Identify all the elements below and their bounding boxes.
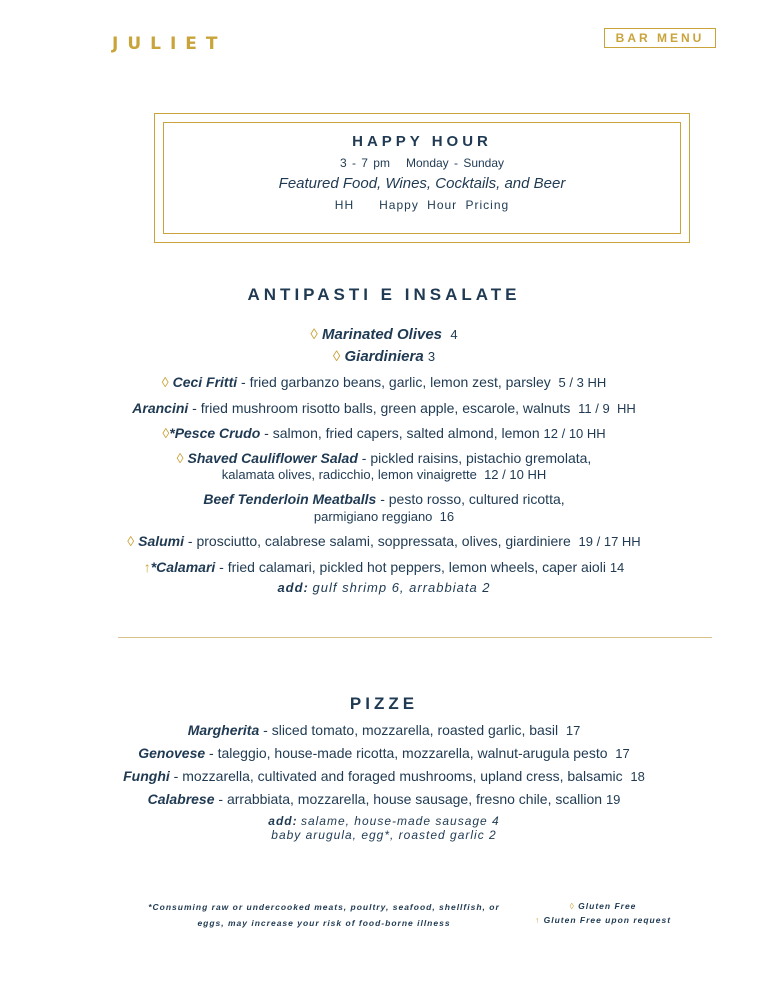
add-label: add:: [277, 580, 309, 595]
item-description: - mozzarella, cultivated and foraged mushrooms, upland cress, balsamic: [169, 768, 623, 784]
item-description: - pesto rosso, cultured ricotta,: [376, 491, 565, 507]
add-label: add:: [268, 814, 298, 828]
bar-menu-label: [604, 28, 716, 48]
item-name: Ceci Fritti: [172, 374, 238, 390]
happy-hour-time: 3 - 7 pm Monday - Sunday: [339, 156, 505, 170]
happy-hour-box: [154, 113, 690, 243]
menu-item-margherita: [0, 722, 768, 738]
legend-label: Gluten Free: [578, 901, 637, 911]
item-description: - sliced tomato, mozzarella, roasted garlic, basil: [259, 722, 559, 738]
gluten-free-on-request-icon: ↑: [143, 559, 151, 575]
gluten-free-icon: ◊: [176, 450, 184, 466]
item-description: - fried calamari, pickled hot peppers, lemon wheels, caper aioli: [215, 559, 606, 575]
item-name: Calabrese: [147, 791, 215, 807]
menu-item-calabrese: [0, 791, 768, 807]
item-description: - arrabbiata, mozzarella, house sausage, fresno chile, scallion: [214, 791, 603, 807]
raw-food-warning: [140, 899, 508, 931]
menu-item-meatballs-line2: [0, 509, 768, 524]
pizze-add-ons: [0, 814, 768, 828]
menu-item-meatballs: [0, 491, 768, 507]
logo: JULIET: [112, 34, 227, 54]
gluten-free-icon: ◊: [127, 533, 135, 549]
menu-item-calamari: [0, 559, 768, 575]
item-price: 18: [630, 769, 645, 784]
item-name: Salumi: [138, 533, 185, 549]
calamari-add-ons: [0, 580, 768, 595]
happy-hour-pricing: HH Happy Hour Pricing: [334, 198, 510, 212]
antipasti-title: ANTIPASTI E INSALATE: [247, 285, 521, 304]
gluten-free-icon: ◊: [569, 901, 575, 911]
gluten-free-on-request-icon: ↑: [534, 915, 541, 925]
pizze-title: PIZZE: [349, 694, 419, 713]
item-description: - fried mushroom risotto balls, green apple, escarole, walnuts: [188, 400, 571, 416]
raw-marker: *: [169, 425, 175, 441]
menu-item-salumi: [0, 533, 768, 549]
item-name: Margherita: [187, 722, 260, 738]
legend-label: Gluten Free upon request: [543, 915, 672, 925]
item-price: 12 / 10 HH: [543, 426, 606, 441]
item-name: Arancini: [132, 400, 189, 416]
item-name: Pesce Crudo: [174, 425, 261, 441]
add-options: gulf shrimp 6, arrabbiata 2: [312, 580, 491, 595]
item-name: Genovese: [138, 745, 206, 761]
item-price: 3: [427, 349, 436, 364]
item-name: Funghi: [123, 768, 170, 784]
menu-item-pesce-crudo: [0, 425, 768, 441]
legend-gluten-free-on-request: [528, 913, 678, 927]
warning-line-1: *Consuming raw or undercooked meats, poultry, seafood, shellfish, or: [148, 902, 500, 912]
item-description: - taleggio, house-made ricotta, mozzarella, walnut-arugula pesto: [205, 745, 608, 761]
symbol-legend: [528, 899, 678, 927]
add-options: baby arugula, egg*, roasted garlic 2: [271, 828, 497, 842]
gluten-free-icon: ◊: [162, 425, 170, 441]
gluten-free-icon: ◊: [161, 374, 169, 390]
bar-menu-text: BAR MENU: [615, 31, 705, 45]
item-name: Marinated Olives: [321, 326, 443, 343]
item-description: - salmon, fried capers, salted almond, lemon: [260, 425, 540, 441]
item-price: 12 / 10 HH: [484, 467, 547, 482]
item-description: parmigiano reggiano: [313, 509, 433, 524]
item-price: 19 / 17 HH: [578, 534, 641, 549]
add-options: salame, house-made sausage 4: [300, 814, 500, 828]
menu-item-cauliflower-salad: [0, 450, 768, 466]
item-price: 14: [609, 560, 625, 575]
pizze-add-ons-line2: [0, 828, 768, 842]
item-price: 16: [439, 509, 455, 524]
item-price: 11 / 9 HH: [578, 401, 636, 416]
warning-line-2: eggs, may increase your risk of food-borne illness: [197, 918, 451, 928]
item-description: - pickled raisins, pistachio gremolata,: [357, 450, 592, 466]
menu-item-arancini: [0, 400, 768, 416]
item-name: Beef Tenderloin Meatballs: [203, 491, 377, 507]
item-name: Shaved Cauliflower Salad: [187, 450, 358, 466]
happy-hour-inner-box: [163, 122, 681, 234]
gluten-free-icon: ◊: [310, 326, 318, 343]
item-price: 4: [450, 327, 458, 342]
item-price: 5 / 3 HH: [558, 375, 607, 390]
gluten-free-icon: ◊: [332, 348, 341, 365]
menu-item-funghi: [0, 768, 768, 784]
menu-item-genovese: [0, 745, 768, 761]
item-name: Calamari: [156, 559, 216, 575]
item-description: kalamata olives, radicchio, lemon vinaigrette: [221, 467, 477, 482]
happy-hour-featured: Featured Food, Wines, Cocktails, and Beer: [278, 175, 566, 192]
item-price: 17: [615, 746, 630, 761]
menu-item-giardiniera: [0, 348, 768, 365]
happy-hour-title: HAPPY HOUR: [352, 133, 492, 150]
item-name: Giardiniera: [344, 348, 424, 365]
section-divider: [118, 637, 712, 638]
menu-item-cauliflower-salad-line2: [0, 467, 768, 482]
item-description: - fried garbanzo beans, garlic, lemon zest, parsley: [237, 374, 551, 390]
menu-item-olives: [0, 326, 768, 343]
item-price: 19: [605, 792, 621, 807]
item-price: 17: [565, 723, 581, 738]
legend-gluten-free: [528, 899, 678, 913]
menu-item-ceci-fritti: [0, 374, 768, 390]
item-description: - prosciutto, calabrese salami, soppressata, olives, giardiniere: [184, 533, 571, 549]
raw-marker: *: [150, 559, 157, 575]
